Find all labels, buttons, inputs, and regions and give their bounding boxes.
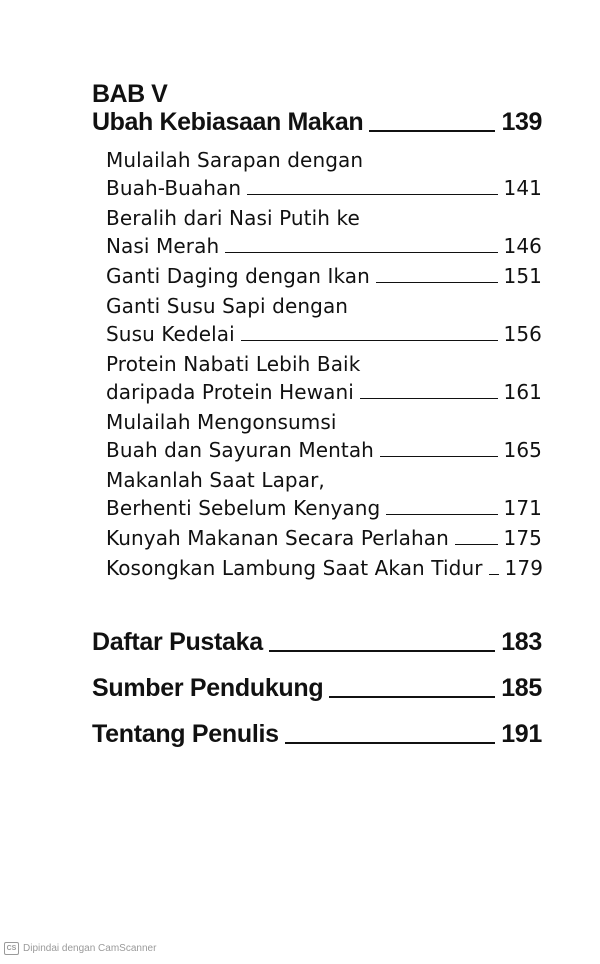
toc-entry-title: Ganti Daging dengan Ikan [106, 264, 370, 288]
leader-line [489, 574, 499, 575]
back-matter-title: Daftar Pustaka [92, 628, 263, 656]
toc-entry-title: daripada Protein Hewani [106, 380, 354, 404]
camscanner-icon: CS [4, 942, 19, 955]
leader-line [241, 340, 498, 341]
toc-entry [106, 264, 542, 288]
leader-line [269, 650, 495, 652]
leader-line [455, 544, 498, 545]
toc-back-matter-entry [92, 720, 542, 749]
toc-entry-page-number: 175 [503, 526, 542, 550]
back-matter-page-number: 191 [501, 720, 542, 748]
back-matter-title: Sumber Pendukung [92, 674, 324, 702]
chapter-page-number: 139 [501, 108, 542, 136]
toc-entry [106, 380, 542, 404]
back-matter-page-number: 185 [501, 674, 542, 702]
toc-entry-line: Mulailah Mengonsumsi [106, 410, 337, 434]
watermark-text: Dipindai dengan CamScanner [23, 943, 157, 954]
toc-entry-page-number: 171 [503, 496, 542, 520]
leader-line [329, 696, 495, 698]
toc-entry-page-number: 151 [503, 264, 542, 288]
toc-entry-page-number: 141 [503, 176, 542, 200]
toc-entry-page-number: 179 [504, 556, 544, 580]
toc-entry-page-number: 146 [503, 234, 542, 258]
leader-line [285, 742, 495, 744]
back-matter-page-number: 183 [501, 628, 542, 656]
chapter-title-row [92, 108, 542, 137]
leader-line [376, 282, 498, 283]
toc-back-matter-entry [92, 674, 542, 703]
toc-entry-line: Beralih dari Nasi Putih ke [106, 206, 360, 230]
leader-line [225, 252, 497, 253]
toc-entry-page-number: 161 [503, 380, 542, 404]
toc-entry [106, 176, 542, 200]
toc-back-matter-entry [92, 628, 542, 657]
toc-entry-page-number: 156 [503, 322, 542, 346]
toc-entry-line: Mulailah Sarapan dengan [106, 148, 364, 172]
leader-line [369, 130, 495, 132]
toc-entry [106, 526, 542, 550]
toc-entry-title: Kunyah Makanan Secara Perlahan [106, 526, 449, 550]
toc-entry-line: Protein Nabati Lebih Baik [106, 352, 361, 376]
leader-line [247, 194, 497, 195]
leader-line [380, 456, 498, 457]
toc-entry-line: Makanlah Saat Lapar, [106, 468, 325, 492]
toc-entry-title: Kosongkan Lambung Saat Akan Tidur [106, 556, 483, 580]
toc-entry-title: Nasi Merah [106, 234, 220, 258]
toc-entry-title: Berhenti Sebelum Kenyang [106, 496, 381, 520]
toc-entry-title: Buah dan Sayuran Mentah [106, 438, 374, 462]
toc-entry [106, 496, 542, 520]
toc-entry [106, 322, 542, 346]
toc-entry-line: Ganti Susu Sapi dengan [106, 294, 349, 318]
chapter-label: BAB V [92, 80, 168, 108]
leader-line [386, 514, 497, 515]
toc-entry [106, 556, 542, 580]
toc-entry-title: Buah-Buahan [106, 176, 242, 200]
toc-entry [106, 234, 542, 258]
toc-entry-title: Susu Kedelai [106, 322, 235, 346]
scanner-watermark [4, 942, 156, 955]
chapter-title: Ubah Kebiasaan Makan [92, 108, 364, 136]
back-matter-title: Tentang Penulis [92, 720, 279, 748]
toc-entry-page-number: 165 [503, 438, 542, 462]
leader-line [360, 398, 498, 399]
toc-entry [106, 438, 542, 462]
